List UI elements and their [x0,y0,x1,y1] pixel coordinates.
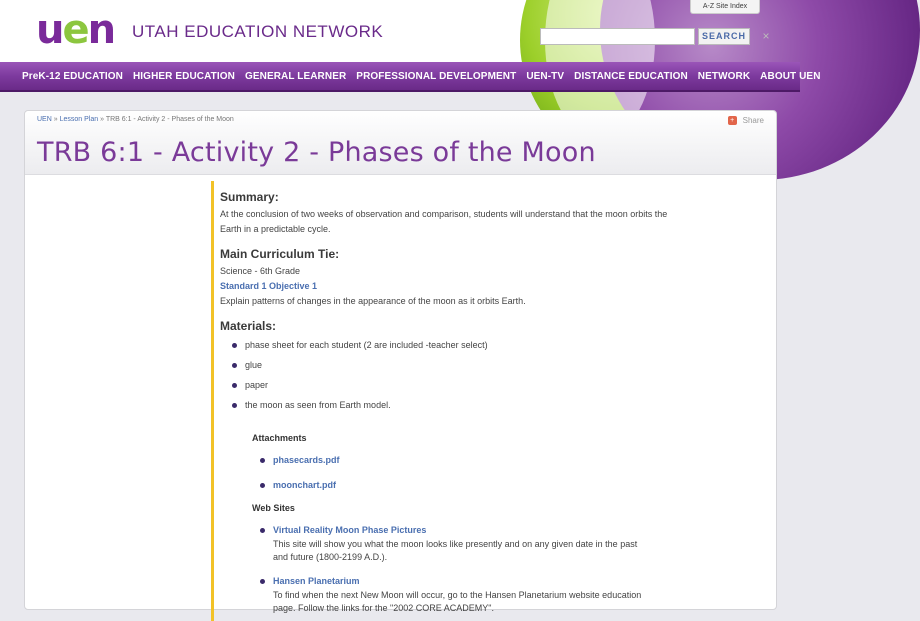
breadcrumb-current: TRB 6:1 - Activity 2 - Phases of the Moon [105,116,234,123]
nav-item-network[interactable]: NETWORK [697,70,751,82]
main-nav [0,62,821,92]
list-item [260,523,681,564]
logo-letter-e: e [62,7,88,53]
nav-item-general-learner[interactable]: GENERAL LEARNER [244,70,347,82]
close-icon[interactable]: × [762,29,770,43]
share-icon: + [728,116,737,125]
curriculum-grade: Science - 6th Grade [220,266,301,276]
list-item-text: paper [245,380,269,390]
bullet-icon [260,579,265,584]
uen-logo[interactable] [36,7,115,53]
website-link-hansen-planetarium[interactable]: Hansen Planetarium [273,576,360,586]
standard-link[interactable]: Standard 1 Objective 1 [220,281,318,291]
list-item [260,453,681,468]
list-item [232,359,681,371]
list-item [260,574,681,615]
attachments-heading: Attachments [252,433,307,443]
summary-heading: Summary: [220,190,279,204]
nav-item-professional-development[interactable]: PROFESSIONAL DEVELOPMENT [356,70,517,82]
search-input[interactable] [540,28,695,45]
standard-text: Explain patterns of changes in the appearance of the moon as it orbits Earth. [220,296,526,306]
attachments-list [252,453,681,493]
curriculum-heading: Main Curriculum Tie: [220,247,340,261]
nav-item-higher-education[interactable]: HIGHER EDUCATION [132,70,235,82]
nav-item-about-uen[interactable]: ABOUT UEN [760,70,821,82]
bullet-icon [232,403,237,408]
nav-item-distance-education[interactable]: DISTANCE EDUCATION [574,70,688,82]
list-item [232,399,681,411]
materials-heading: Materials: [220,319,277,333]
breadcrumb-home-link[interactable]: UEN [37,116,52,123]
breadcrumb-separator: » [53,116,58,123]
bullet-icon [260,483,265,488]
website-link-moon-phase-pictures[interactable]: Virtual Reality Moon Phase Pictures [273,525,427,535]
bullet-icon [260,528,265,533]
website-description: To find when the next New Moon will occur, go to the Hansen Planetarium website education page. Follow the links for the "2002 CORE ACADEMY". [273,590,642,613]
list-item [232,339,681,351]
list-item-text: the moon as seen from Earth model. [245,400,391,410]
breadcrumb [37,116,234,123]
breadcrumb-separator: » [100,116,104,123]
bullet-icon [232,383,237,388]
share-button[interactable] [728,116,764,125]
search-button[interactable]: SEARCH [698,28,750,45]
breadcrumb-lesson-plan-link[interactable]: Lesson Plan [59,116,99,123]
attachment-link-moonchart[interactable]: moonchart.pdf [273,480,336,490]
list-item [232,379,681,391]
bullet-icon [232,343,237,348]
nav-item-uen-tv[interactable]: UEN-TV [526,70,565,82]
page-title: TRB 6:1 - Activity 2 - Phases of the Moon [37,137,596,168]
attachments-section [252,433,681,615]
list-item-text: phase sheet for each student (2 are included -teacher select) [245,340,488,350]
list-item-text: glue [245,360,263,370]
site-name[interactable]: UTAH EDUCATION NETWORK [132,22,384,41]
title-band [25,111,776,175]
lesson-content [211,181,681,621]
logo-letter-u: u [36,7,63,53]
list-item [260,478,681,493]
websites-list [252,523,681,615]
website-description: This site will show you what the moon looks like presently and on any given date in the past and future (1800-2199 A.D.). [273,539,638,562]
lesson-card [24,110,777,613]
websites-heading: Web Sites [252,503,295,513]
nav-item-prek12[interactable]: PreK-12 EDUCATION [22,70,123,82]
summary-text: At the conclusion of two weeks of observation and comparison, students will understand that the moon orbits the Earth in a predictable cycle. [220,209,668,234]
bullet-icon [232,363,237,368]
bullet-icon [260,458,265,463]
logo-letter-n: n [87,7,115,53]
share-label: Share [742,116,764,125]
materials-list [220,339,681,411]
az-site-index-link[interactable]: A-Z Site Index [690,0,760,14]
site-header [0,0,800,62]
attachment-link-phasecards[interactable]: phasecards.pdf [273,455,340,465]
